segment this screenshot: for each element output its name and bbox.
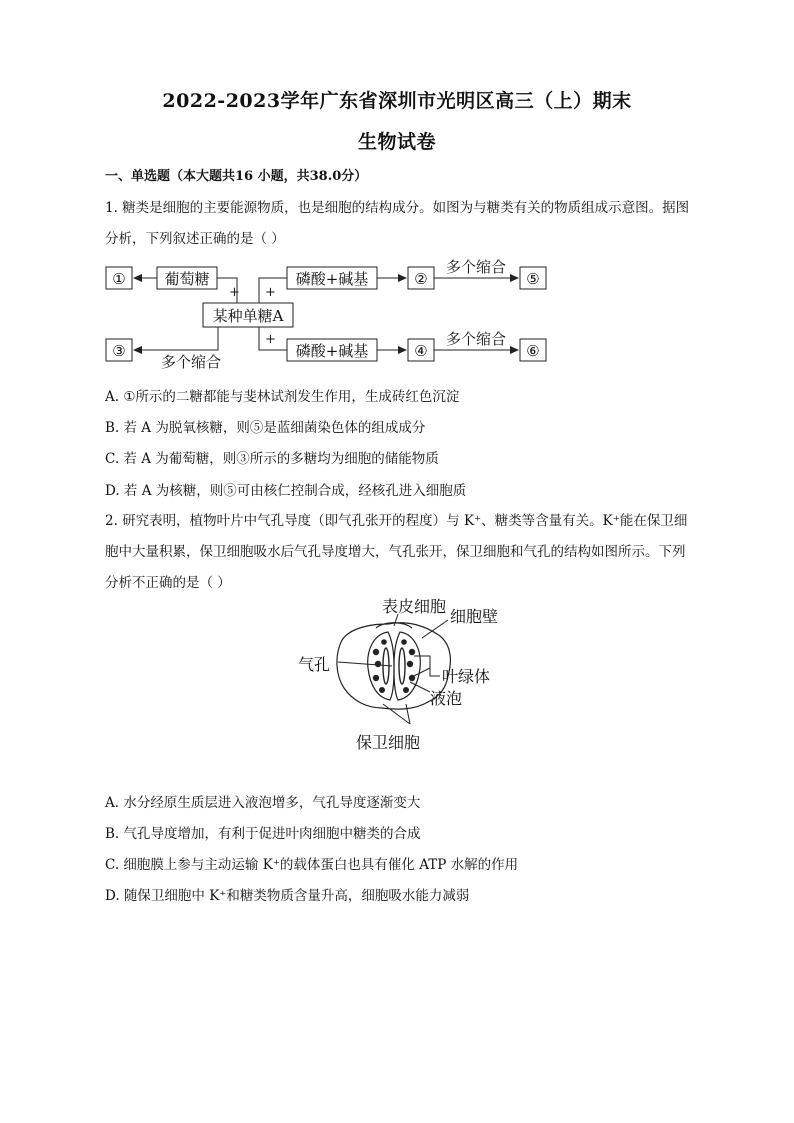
label-condensation-bottom-right: 多个缩合: [445, 330, 507, 348]
label-stoma: 气孔: [298, 655, 331, 674]
plus-sign: +: [229, 285, 240, 300]
question-1-stem: 1. 糖类是细胞的主要能源物质，也是细胞的结构成分。如图为与糖类有关的物质组成示意图。据图分析，下列叙述正确的是（ ）: [105, 200, 690, 247]
q2-option-b: B. 气孔导度增加，有利于促进叶肉细胞中糖类的合成: [105, 826, 421, 842]
page-subtitle: 生物试卷: [357, 131, 436, 153]
q1-option-d: D. 若 A 为核糖，则⑤可由核仁控制合成，经核孔进入细胞质: [105, 483, 467, 499]
label-6: ⑥: [526, 342, 540, 360]
label-chloroplast: 叶绿体: [442, 667, 491, 686]
section-heading: 一、单选题（本大题共16 小题，共38.0分）: [105, 169, 368, 184]
label-condensation-bottom-left: 多个缩合: [160, 353, 222, 370]
label-guard-cell: 保卫细胞: [356, 733, 421, 752]
q2-option-d: D. 随保卫细胞中 K⁺和糖类物质含量升高，细胞吸水能力减弱: [105, 888, 470, 904]
plus-sign: +: [265, 285, 276, 300]
label-epidermal-cell: 表皮细胞: [382, 597, 447, 616]
label-5: ⑤: [526, 270, 540, 288]
label-cell-wall: 细胞壁: [450, 607, 499, 626]
plus-sign: +: [265, 332, 276, 347]
q1-option-c: C. 若 A 为葡萄糖，则③所示的多糖均为细胞的储能物质: [105, 451, 439, 467]
sugar-composition-diagram: [100, 258, 560, 370]
label-4: ④: [414, 342, 428, 360]
label-2: ②: [414, 270, 428, 288]
page-title: 2022-2023学年广东省深圳市光明区高三（上）期末: [162, 90, 632, 112]
label-phosphate-base-top: 磷酸+碱基: [295, 270, 369, 288]
q1-option-a: A. ①所示的二糖都能与斐林试剂发生作用，生成砖红色沉淀: [105, 389, 460, 405]
label-phosphate-base-bottom: 磷酸+碱基: [295, 342, 369, 360]
q2-option-a: A. 水分经原生质层进入液泡增多，气孔导度逐渐变大: [105, 795, 421, 811]
q1-option-b: B. 若 A 为脱氧核糖，则⑤是蓝细菌染色体的组成成分: [105, 420, 426, 436]
label-3: ③: [112, 342, 126, 360]
label-glucose: 葡萄糖: [164, 270, 210, 288]
label-monosaccharide-a: 某种单糖A: [212, 307, 284, 325]
stoma-figure: [290, 592, 510, 757]
q2-option-c: C. 细胞膜上参与主动运输 K⁺的载体蛋白也具有催化 ATP 水解的作用: [105, 857, 519, 873]
label-1: ①: [112, 270, 126, 288]
label-vacuole: 液泡: [430, 689, 463, 708]
label-condensation-top: 多个缩合: [445, 258, 507, 276]
question-2-stem: 2. 研究表明，植物叶片中气孔导度（即气孔张开的程度）与 K⁺、糖类等含量有关。K⁺能在保卫细胞中大量积累，保卫细胞吸水后气孔导度增大，气孔张开，保卫细胞和气孔的结构如图所示。下列分析不正确的是（ ）: [105, 513, 688, 591]
